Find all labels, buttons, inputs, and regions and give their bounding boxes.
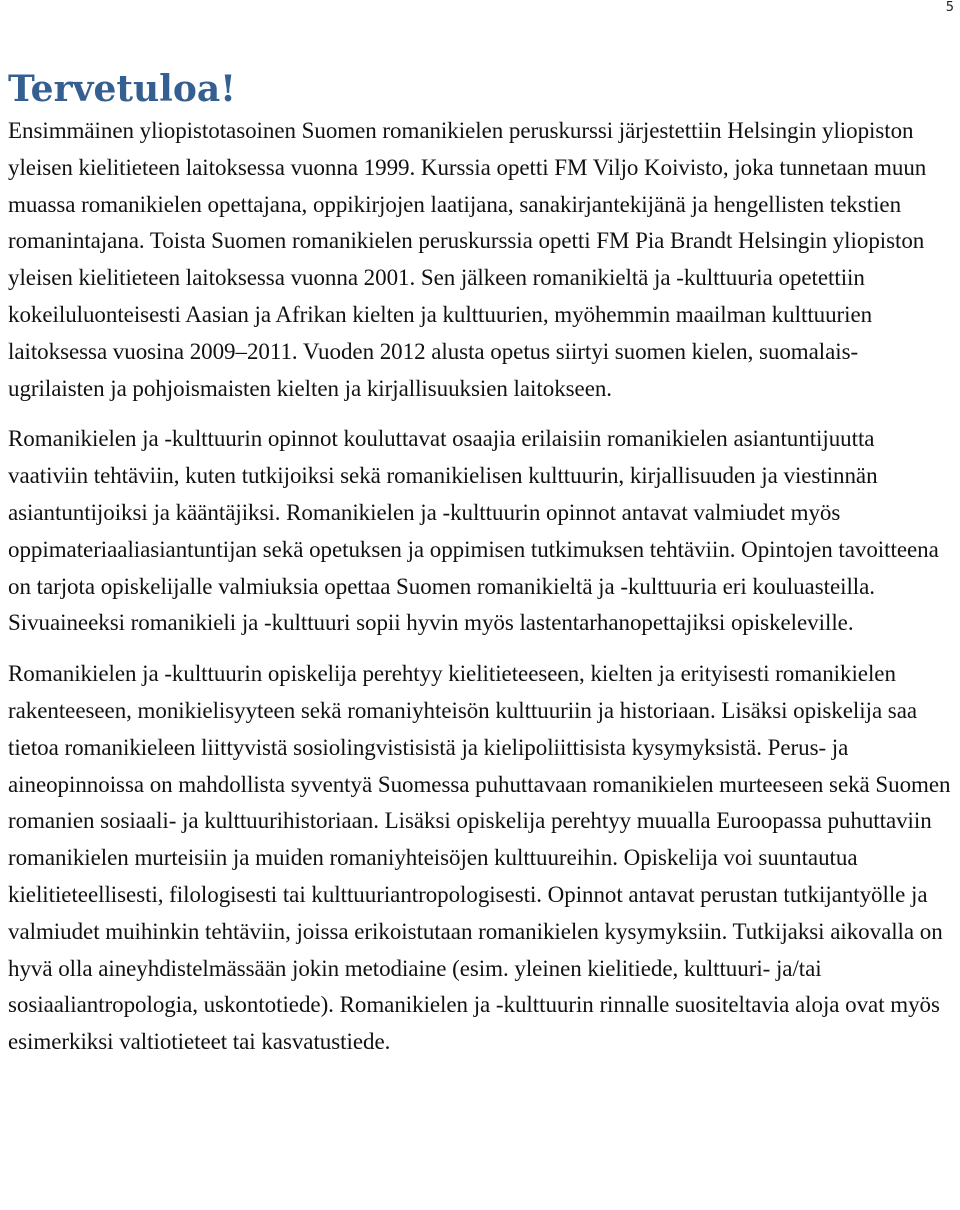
paragraph-history: Ensimmäinen yliopistotasoinen Suomen romanikielen peruskurssi järjestettiin Helsingin yliopiston yleisen kielitieteen laitoksessa vuonna 1999. Kurssia opetti FM Viljo Koivisto, joka tunnetaan muun muassa romanikielen opettajana, oppikirjojen laatijana, sanakirjantekijänä ja hengellisten tekstien romanintajana. Toista Suomen romanikielen peruskurssia opetti FM Pia Brandt Helsingin yliopiston yleisen kielitieteen laitoksessa vuonna 2001. Sen jälkeen romanikieltä ja -kulttuuria opetettiin kokeiluluonteisesti Aasian ja Afrikan kielten ja kulttuurien, myöhemmin maailman kulttuurien laitoksessa vuosina 2009–2011. Vuoden 2012 alusta opetus siirtyi suomen kielen, suomalais-ugrilaisten ja pohjoismaisten kielten ja kirjallisuuksien laitokseen.: [8, 118, 927, 401]
paragraph-studies: Romanikielen ja -kulttuurin opiskelija perehtyy kielitieteeseen, kielten ja erityisesti romanikielen rakenteeseen, monikielisyyteen sekä romaniyhteisön kulttuuriin ja historiaan. Lisäksi opiskelija saa tietoa romanikieleen liittyvistä sosiolingvistisistä ja kielipoliittisista kysymyksistä. Perus- ja aineopinnoissa on mahdollista syventyä Suomessa puhuttavaan romanikielen murteeseen sekä Suomen romanien sosiaali- ja kulttuurihistoriaan. Lisäksi opiskelija perehtyy muualla Euroopassa puhuttaviin romanikielen murteisiin ja muiden romaniyhteisöjen kulttuureihin. Opiskelija voi suuntautua kielitieteellisesti, filologisesti tai kulttuuriantropologisesti. Opinnot antavat perustan tutkijantyölle ja valmiudet muihinkin tehtäviin, joissa erikoistutaan romanikielen kysymyksiin. Tutkijaksi aikovalla on hyvä olla aineyhdistelmässään jokin metodiaine (esim. yleinen kielitiede, kulttuuri- ja/tai sosiaaliantropologia, uskontotiede). Romanikielen ja -kulttuurin rinnalle suositeltavia aloja ovat myös esimerkiksi valtiotieteet tai kasvatustiede.: [8, 661, 951, 1055]
page-number: 5: [945, 0, 954, 15]
page-title: Tervetuloa!: [8, 68, 236, 110]
paragraph-career: Romanikielen ja -kulttuurin opinnot kouluttavat osaajia erilaisiin romanikielen asiantuntijuutta vaativiin tehtäviin, kuten tutkijoiksi sekä romanikielisen kulttuurin, kirjallisuuden ja viestinnän asiantuntijoiksi ja kääntäjiksi. Romanikielen ja -kulttuurin opinnot antavat valmiudet myös oppimateriaaliasiantuntijan sekä opetuksen ja oppimisen tutkimuksen tehtäviin. Opintojen tavoitteena on tarjota opiskelijalle valmiuksia opettaa Suomen romanikieltä ja -kulttuuria eri kouluasteilla. Sivuaineeksi romanikieli ja -kulttuuri sopii hyvin myös lastentarhanopettajiksi opiskeleville.: [8, 426, 939, 636]
